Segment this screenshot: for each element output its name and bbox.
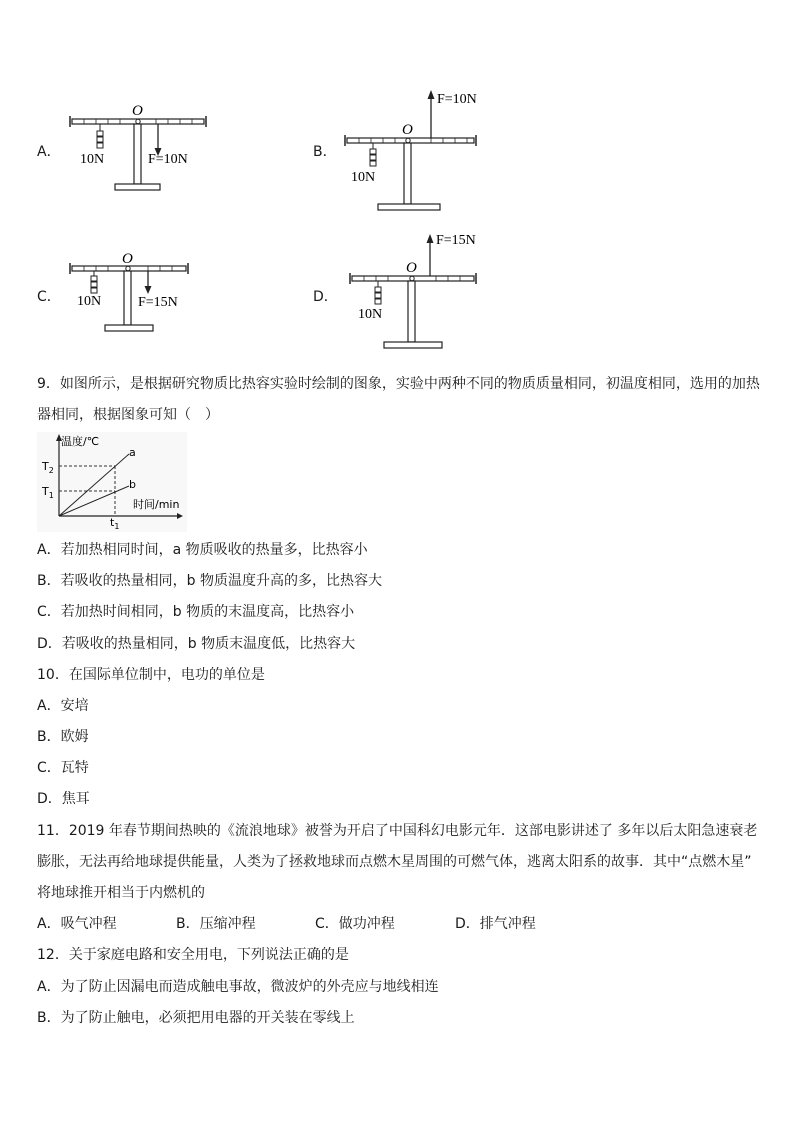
q8-a-force-label: F=10N <box>148 152 188 167</box>
q9-t1-label: $T_1$ <box>42 485 54 500</box>
q8-b-force-label: F=10N <box>437 92 477 107</box>
q12-option-b[interactable]: B．为了防止触电，必须把用电器的开关装在零线上 <box>37 1010 355 1026</box>
q10-option-a[interactable]: A．安培 <box>37 698 89 714</box>
q9-option-a[interactable]: A．若加热相同时间，a 物质吸收的热量多，比热容小 <box>37 542 368 558</box>
q9-line-b-label: b <box>129 478 136 491</box>
q11-stem-line3: 将地球推开相当于内燃机的 <box>37 885 205 901</box>
q8-option-a-letter: A． <box>37 144 61 160</box>
q9-option-d[interactable]: D．若吸收的热量相同，b 物质末温度低，比热容大 <box>37 636 356 652</box>
q11-stem-line1: 11．2019 年春节期间热映的《流浪地球》被誉为开启了中国科幻电影元年．这部电影讲述了 多年以后太阳急速衰老 <box>37 823 758 839</box>
q8-c-weight-label: 10N <box>77 294 102 309</box>
q8-b-pivot-label: O <box>402 122 413 138</box>
q9-stem-line1: 9．如图所示，是根据研究物质比热容实验时绘制的图象，实验中两种不同的物质质量相同，初温度相同，选用的加热 <box>37 376 760 392</box>
q9-line-a-label: a <box>129 446 136 459</box>
q11-option-d[interactable]: D．排气冲程 <box>455 916 536 932</box>
q8-figure-c <box>60 250 220 340</box>
q8-c-force-label: F=15N <box>138 295 178 310</box>
q9-t2-label: $T_2$ <box>42 460 54 475</box>
q8-option-b-letter: B． <box>313 144 337 160</box>
q9-x-tick-label: $t_1$ <box>110 516 120 531</box>
q12-option-a[interactable]: A．为了防止因漏电而造成触电事故，微波炉的外壳应与地线相连 <box>37 979 439 995</box>
q11-option-c[interactable]: C．做功冲程 <box>315 916 395 932</box>
q10-option-c[interactable]: C．瓦特 <box>37 760 89 776</box>
q8-option-c-letter: C． <box>37 289 61 305</box>
q9-option-b[interactable]: B．若吸收的热量相同，b 物质温度升高的多，比热容大 <box>37 573 382 589</box>
q8-figure-a <box>60 95 220 195</box>
q9-y-label: 温度/℃ <box>61 435 100 448</box>
q8-figure-b <box>335 85 495 215</box>
q9-stem-line2: 器相同，根据图象可知（ ） <box>37 407 219 423</box>
q8-d-pivot-label: O <box>406 260 417 276</box>
q8-c-pivot-label: O <box>122 251 133 267</box>
q8-option-d-letter: D． <box>313 289 338 305</box>
q12-stem: 12．关于家庭电路和安全用电，下列说法正确的是 <box>37 947 349 963</box>
q8-d-force-label: F=15N <box>436 233 476 248</box>
q8-figure-d <box>340 228 500 353</box>
q11-option-a[interactable]: A．吸气冲程 <box>37 916 117 932</box>
q10-option-d[interactable]: D．焦耳 <box>37 791 90 807</box>
q8-a-pivot-label: O <box>132 103 143 119</box>
q9-graph <box>37 432 187 532</box>
q11-option-b[interactable]: B．压缩冲程 <box>176 916 256 932</box>
q8-b-weight-label: 10N <box>351 170 376 185</box>
q8-d-weight-label: 10N <box>358 307 383 322</box>
q9-x-label: 时间/min <box>133 498 180 511</box>
q10-stem: 10．在国际单位制中，电功的单位是 <box>37 667 265 683</box>
q8-a-weight-label: 10N <box>80 152 105 167</box>
q11-stem-line2: 膨胀，无法再给地球提供能量，人类为了拯救地球而点燃木星周围的可燃气体，逃离太阳系的故事．其中“点燃木星” <box>37 854 752 870</box>
q10-option-b[interactable]: B．欧姆 <box>37 729 89 745</box>
q9-option-c[interactable]: C．若加热时间相同，b 物质的末温度高，比热容小 <box>37 604 355 620</box>
